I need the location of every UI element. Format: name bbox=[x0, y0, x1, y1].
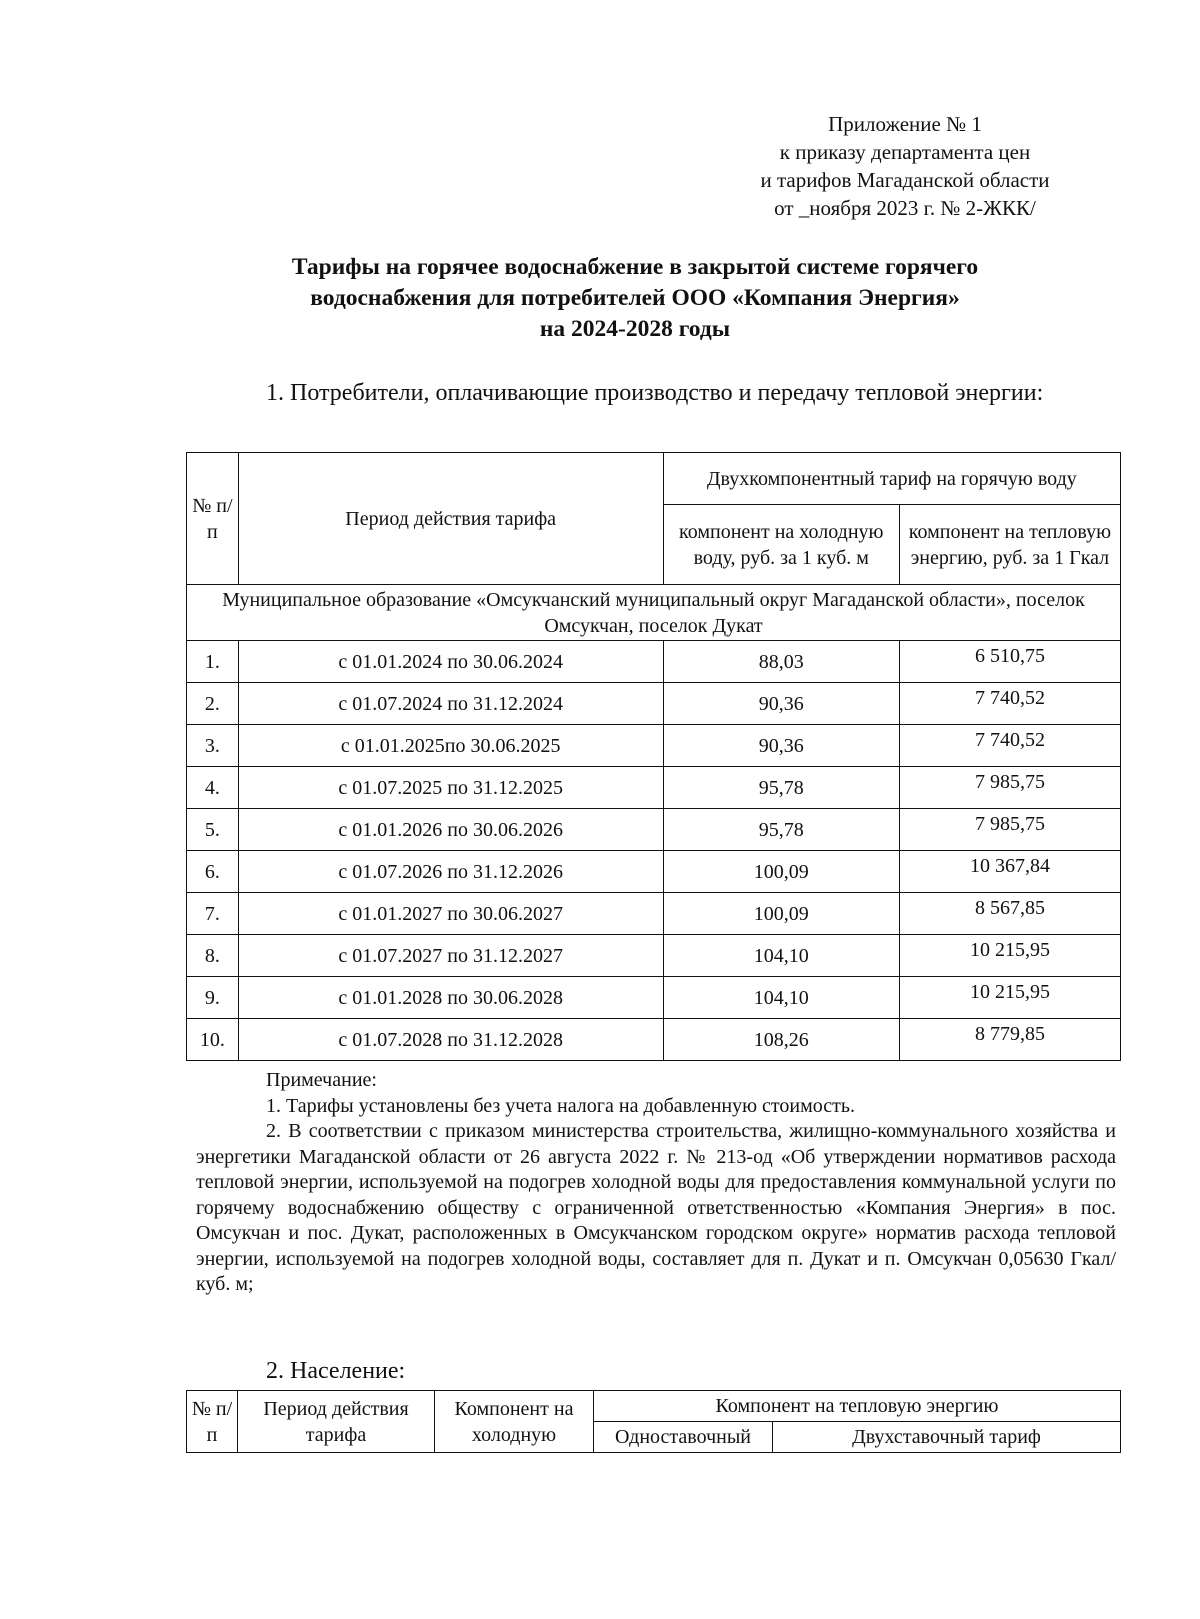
table-row bbox=[187, 1019, 1121, 1061]
t2-col-header-cold: Компонент на холодную bbox=[435, 1391, 594, 1453]
document-title bbox=[190, 252, 1080, 345]
row-period: с 01.07.2026 по 31.12.2026 bbox=[238, 851, 663, 893]
row-heat-energy: 8 779,85 bbox=[899, 1019, 1120, 1061]
row-cold-water: 88,03 bbox=[663, 641, 899, 683]
row-num: 1. bbox=[187, 641, 239, 683]
table-row bbox=[187, 683, 1121, 725]
row-heat-energy: 8 567,85 bbox=[899, 893, 1120, 935]
row-period: с 01.07.2025 по 31.12.2025 bbox=[238, 767, 663, 809]
section-2-heading: 2. Население: bbox=[266, 1358, 406, 1384]
row-period: с 01.01.2024 по 30.06.2024 bbox=[238, 641, 663, 683]
row-cold-water: 90,36 bbox=[663, 683, 899, 725]
col-header-period: Период действия тарифа bbox=[238, 453, 663, 585]
row-cold-water: 100,09 bbox=[663, 893, 899, 935]
tariff-table-1 bbox=[186, 452, 1121, 1061]
row-period: с 01.01.2025по 30.06.2025 bbox=[238, 725, 663, 767]
title-line-1: Тарифы на горячее водоснабжение в закрытой системе горячего bbox=[291, 254, 979, 280]
appendix-line-1: Приложение № 1 bbox=[828, 112, 982, 136]
row-num: 3. bbox=[187, 725, 239, 767]
row-heat-energy: 7 985,75 bbox=[899, 809, 1120, 851]
municipality-row: Муниципальное образование «Омсукчанский муниципальный округ Магаданской области», поселок Омсукчан, поселок Дукат bbox=[187, 585, 1121, 641]
section-1-heading: 1. Потребители, оплачивающие производство и передачу тепловой энергии: bbox=[266, 380, 1044, 406]
row-period: с 01.07.2028 по 31.12.2028 bbox=[238, 1019, 663, 1061]
t2-col-header-period: Период действия тарифа bbox=[238, 1391, 435, 1453]
col-header-cold-water: компонент на холодную воду, руб. за 1 куб. м bbox=[663, 505, 899, 585]
table-row bbox=[187, 767, 1121, 809]
row-num: 10. bbox=[187, 1019, 239, 1061]
row-cold-water: 90,36 bbox=[663, 725, 899, 767]
note-2: 2. В соответствии с приказом министерства строительства, жилищно-коммунального хозяйства и энергетики Магаданской области от 26 августа 2022 г. № 213-од «Об утверждении нормативов расхода тепловой энергии, используемой на подогрев холодной воды для предоставления коммунальной услуги по горячему водоснабжению обществу с ограниченной ответственностью «Компания Энергия» в пос. Омсукчан и пос. Дукат, расположенных в Омсукчанском городском округе» норматив расхода тепловой энергии, используемой на подогрев холодной воды, составляет для п. Дукат и п. Омсукчан 0,05630 Гкал/куб. м; bbox=[196, 1120, 1116, 1295]
col-header-num: № п/п bbox=[187, 453, 239, 585]
col-header-two-component: Двухкомпонентный тариф на горячую воду bbox=[663, 453, 1120, 505]
tariff-table-2 bbox=[186, 1390, 1121, 1453]
table-row bbox=[187, 641, 1121, 683]
title-line-3: на 2024-2028 годы bbox=[539, 316, 731, 342]
row-period: с 01.07.2024 по 31.12.2024 bbox=[238, 683, 663, 725]
row-heat-energy: 7 740,52 bbox=[899, 725, 1120, 767]
t2-col-header-single-rate: Одноставочный bbox=[594, 1422, 773, 1453]
col-header-heat-energy: компонент на тепловую энергию, руб. за 1 Гкал bbox=[899, 505, 1120, 585]
row-cold-water: 104,10 bbox=[663, 977, 899, 1019]
table-row bbox=[187, 977, 1121, 1019]
row-cold-water: 104,10 bbox=[663, 935, 899, 977]
notes-block bbox=[196, 1068, 1116, 1298]
row-num: 9. bbox=[187, 977, 239, 1019]
row-heat-energy: 10 367,84 bbox=[899, 851, 1120, 893]
row-cold-water: 108,26 bbox=[663, 1019, 899, 1061]
table-row bbox=[187, 851, 1121, 893]
row-heat-energy: 10 215,95 bbox=[899, 935, 1120, 977]
row-heat-energy: 7 985,75 bbox=[899, 767, 1120, 809]
row-cold-water: 100,09 bbox=[663, 851, 899, 893]
row-num: 2. bbox=[187, 683, 239, 725]
row-num: 8. bbox=[187, 935, 239, 977]
t2-col-header-heat-group: Компонент на тепловую энергию bbox=[594, 1391, 1121, 1422]
row-period: с 01.01.2026 по 30.06.2026 bbox=[238, 809, 663, 851]
table-row bbox=[187, 893, 1121, 935]
note-1: 1. Тарифы установлены без учета налога на добавленную стоимость. bbox=[266, 1094, 856, 1117]
row-cold-water: 95,78 bbox=[663, 809, 899, 851]
row-heat-energy: 7 740,52 bbox=[899, 683, 1120, 725]
row-period: с 01.07.2027 по 31.12.2027 bbox=[238, 935, 663, 977]
row-heat-energy: 10 215,95 bbox=[899, 977, 1120, 1019]
appendix-reference bbox=[735, 110, 1075, 222]
appendix-line-2: к приказу департамента цен bbox=[779, 140, 1031, 164]
table-row bbox=[187, 809, 1121, 851]
table-row bbox=[187, 935, 1121, 977]
appendix-line-3: и тарифов Магаданской области bbox=[760, 168, 1050, 192]
row-cold-water: 95,78 bbox=[663, 767, 899, 809]
row-num: 7. bbox=[187, 893, 239, 935]
row-num: 5. bbox=[187, 809, 239, 851]
row-heat-energy: 6 510,75 bbox=[899, 641, 1120, 683]
title-line-2: водоснабжения для потребителей ООО «Компания Энергия» bbox=[310, 285, 960, 311]
t2-col-header-num: № п/п bbox=[187, 1391, 238, 1453]
table-row bbox=[187, 725, 1121, 767]
t2-col-header-double-rate: Двухставочный тариф bbox=[773, 1422, 1121, 1453]
notes-heading: Примечание: bbox=[266, 1069, 377, 1091]
row-num: 4. bbox=[187, 767, 239, 809]
appendix-line-4: от _ноября 2023 г. № 2-ЖКК/ bbox=[774, 196, 1036, 220]
row-period: с 01.01.2028 по 30.06.2028 bbox=[238, 977, 663, 1019]
row-num: 6. bbox=[187, 851, 239, 893]
row-period: с 01.01.2027 по 30.06.2027 bbox=[238, 893, 663, 935]
